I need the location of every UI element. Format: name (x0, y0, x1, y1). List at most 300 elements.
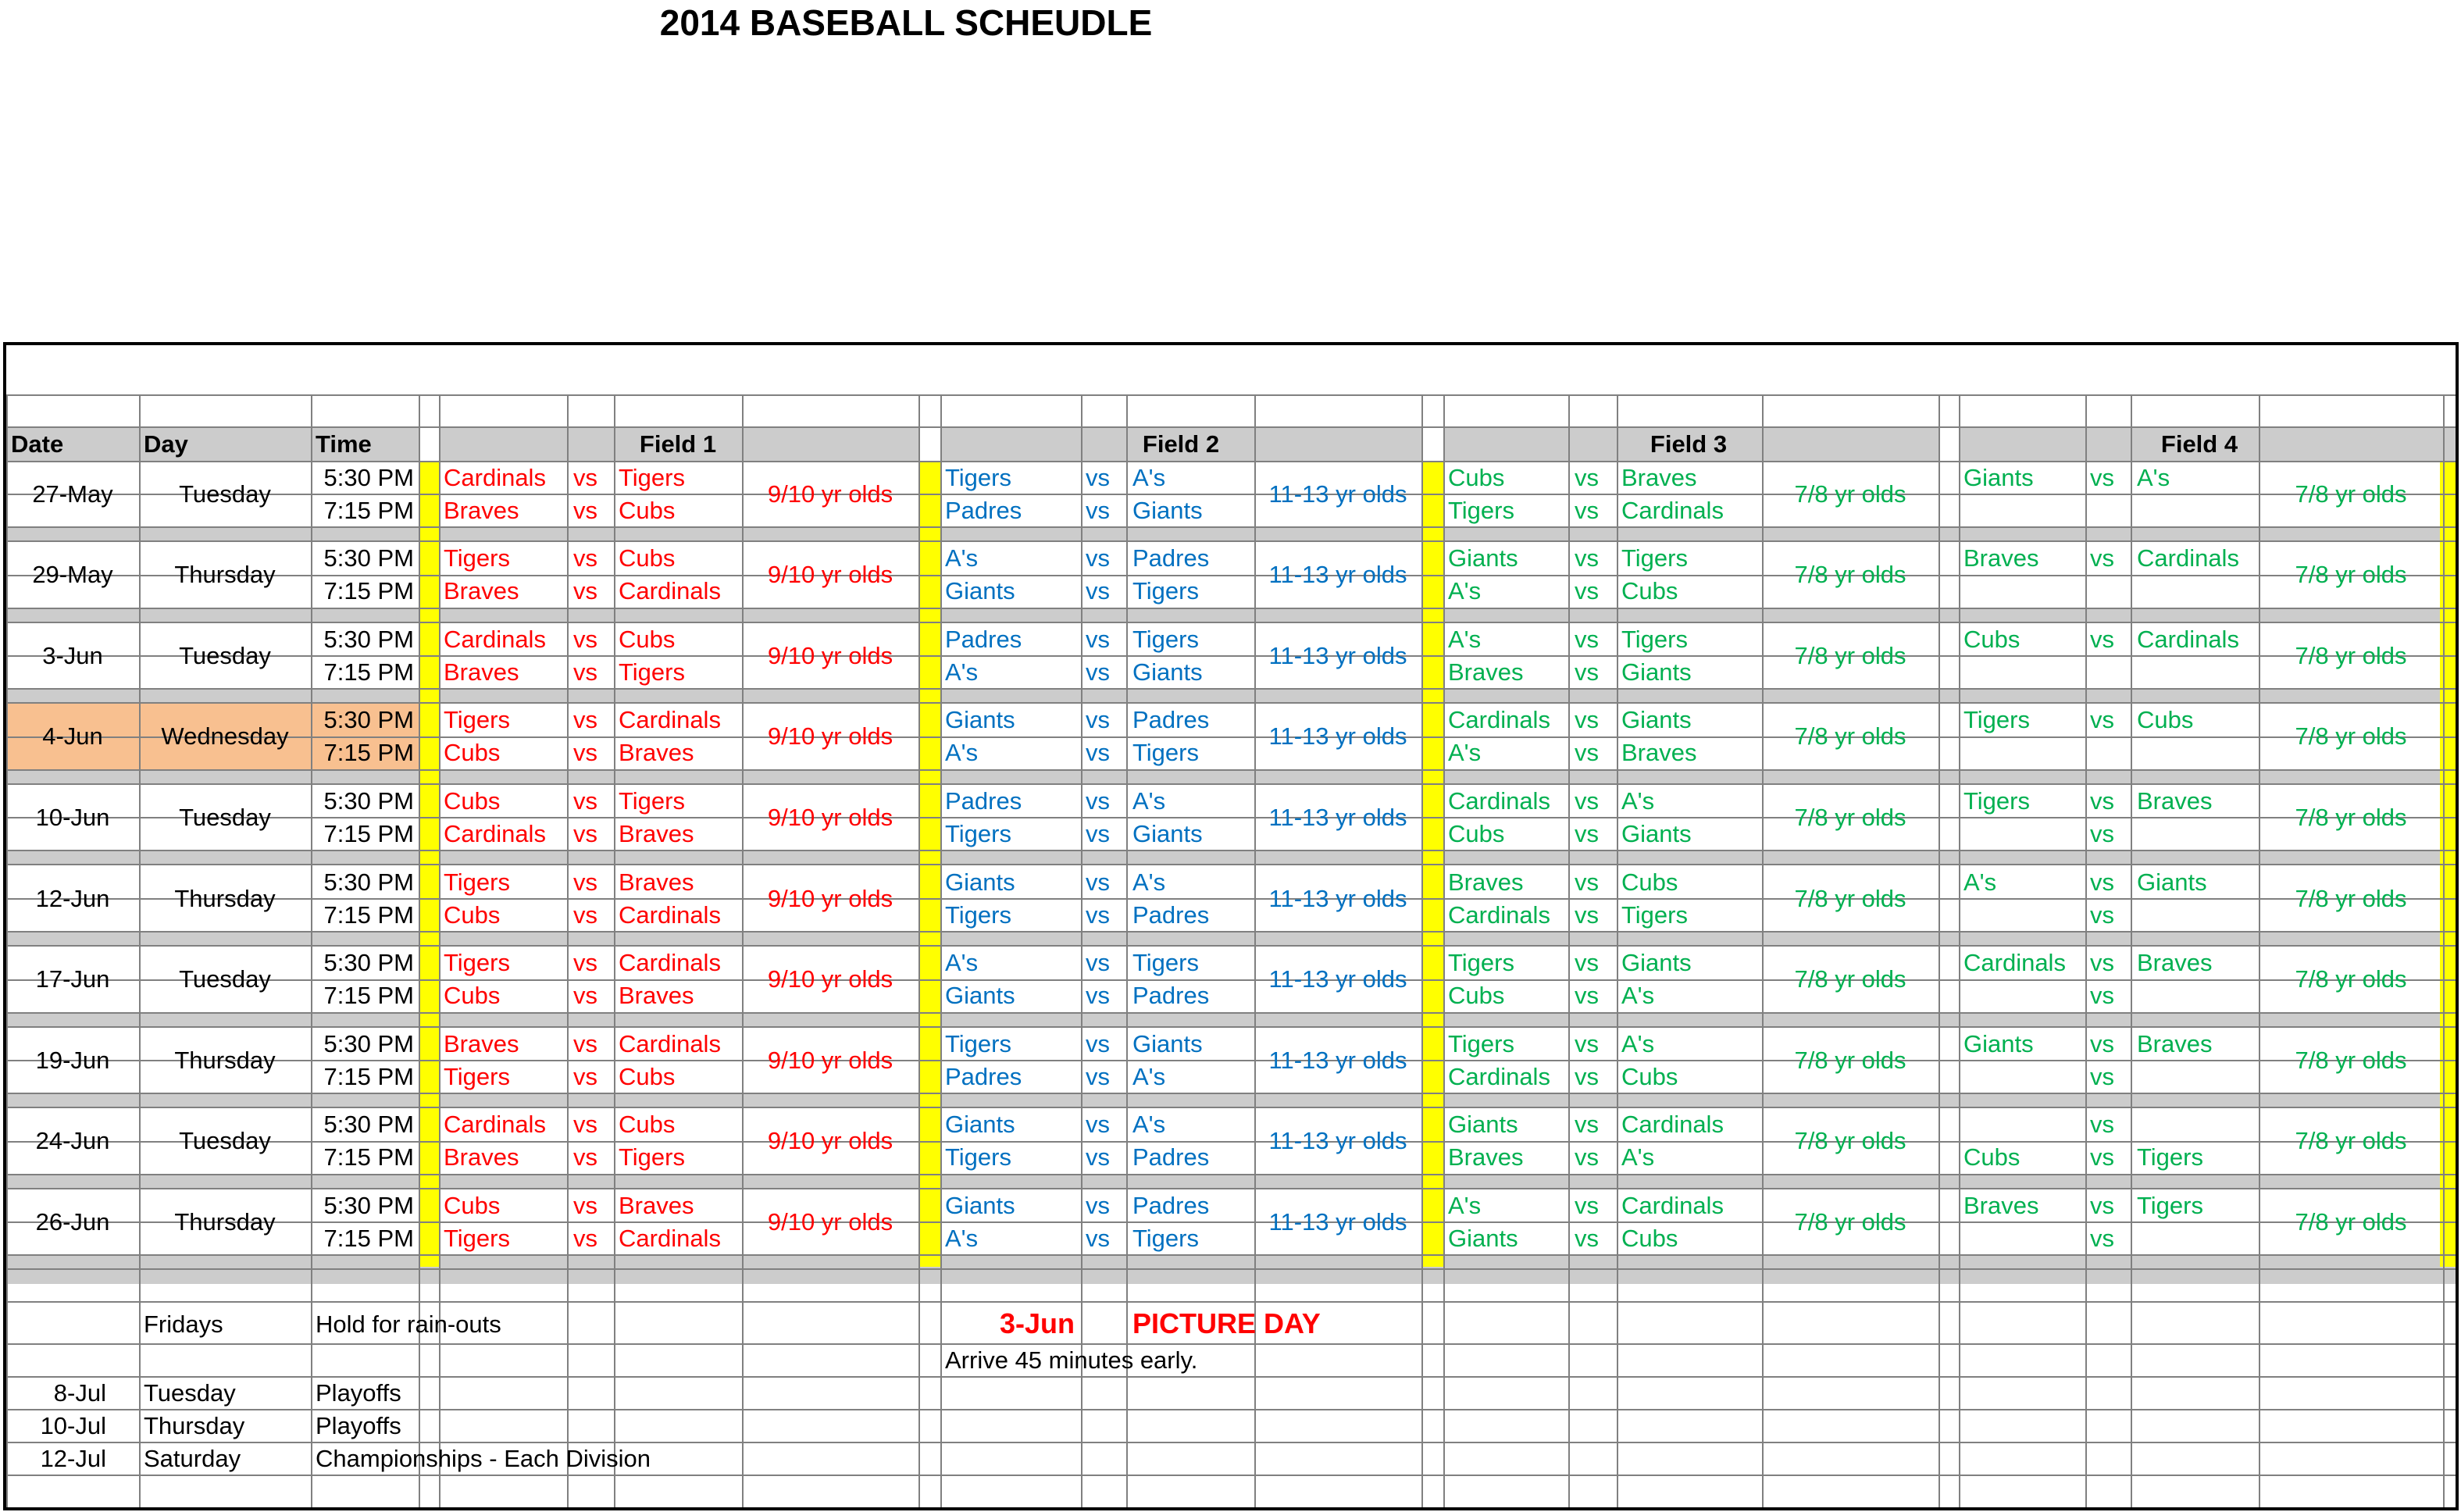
game-time: 5:30 PM (323, 625, 414, 653)
team-home: Padres (945, 1062, 1022, 1090)
game-date: 12-Jun (35, 884, 110, 912)
fridays-note: Hold for rain-outs (316, 1310, 501, 1338)
team-away: Cubs (619, 496, 676, 524)
division-label: 7/8 yr olds (2295, 480, 2407, 508)
team-home: Cardinals (444, 463, 546, 491)
team-home: Giants (945, 577, 1015, 605)
header-day: Day (144, 430, 188, 458)
vs-label: vs (2090, 1191, 2114, 1219)
game-day: Thursday (174, 1046, 276, 1074)
team-home: Tigers (444, 949, 510, 977)
vs-label: vs (1086, 1224, 1110, 1252)
game-time: 5:30 PM (323, 1029, 414, 1057)
team-home: A's (1448, 577, 1482, 605)
division-label: 9/10 yr olds (767, 884, 893, 912)
division-label: 7/8 yr olds (2295, 884, 2407, 912)
team-away: Cardinals (1621, 1111, 1724, 1139)
team-away: A's (2137, 463, 2170, 491)
extra-event: Playoffs (316, 1411, 401, 1439)
team-home: Giants (945, 868, 1015, 896)
team-home: Cubs (444, 786, 501, 815)
team-away: Cardinals (1621, 496, 1724, 524)
team-home: Tigers (1448, 1029, 1514, 1057)
vs-label: vs (1575, 577, 1599, 605)
team-home: Tigers (444, 868, 510, 896)
team-home: Braves (444, 1029, 519, 1057)
vs-label: vs (1575, 786, 1599, 815)
vs-label: vs (1086, 577, 1110, 605)
team-home: Cubs (1963, 1143, 2021, 1171)
vs-label: vs (1575, 1111, 1599, 1139)
division-label: 9/10 yr olds (767, 561, 893, 589)
team-away: Padres (1132, 706, 1210, 734)
team-away: Cubs (619, 1062, 676, 1090)
vs-label: vs (2090, 982, 2114, 1010)
vs-label: vs (1575, 1143, 1599, 1171)
vs-label: vs (1086, 1191, 1110, 1219)
vs-label: vs (2090, 900, 2114, 929)
team-home: Cardinals (1448, 1062, 1550, 1090)
team-away: Tigers (1132, 1224, 1199, 1252)
picture-date: 3-Jun (999, 1307, 1075, 1339)
team-away: Braves (619, 868, 694, 896)
vs-label: vs (2090, 544, 2114, 572)
vs-label: vs (1575, 739, 1599, 767)
vs-label: vs (1086, 949, 1110, 977)
team-away: Tigers (1621, 900, 1688, 929)
team-home: Braves (1448, 1143, 1524, 1171)
division-label: 7/8 yr olds (2295, 561, 2407, 589)
vs-label: vs (573, 786, 597, 815)
vs-label: vs (2090, 819, 2114, 847)
division-label: 7/8 yr olds (1794, 480, 1906, 508)
vs-label: vs (1086, 544, 1110, 572)
team-home: Braves (444, 577, 519, 605)
vs-label: vs (573, 1111, 597, 1139)
division-label: 7/8 yr olds (1794, 1207, 1906, 1236)
division-label: 9/10 yr olds (767, 722, 893, 751)
team-away: Giants (1132, 496, 1203, 524)
team-away: Braves (619, 982, 694, 1010)
team-home: Cardinals (1448, 900, 1550, 929)
team-home: Giants (1448, 544, 1518, 572)
team-home: Giants (945, 1111, 1015, 1139)
team-home: Tigers (444, 544, 510, 572)
division-label: 7/8 yr olds (2295, 965, 2407, 993)
vs-label: vs (573, 982, 597, 1010)
team-away: Tigers (619, 463, 685, 491)
team-home: Braves (444, 658, 519, 686)
game-date: 24-Jun (35, 1127, 110, 1155)
vs-label: vs (1086, 463, 1110, 491)
division-label: 9/10 yr olds (767, 641, 893, 669)
team-home: Padres (945, 625, 1022, 653)
division-label: 7/8 yr olds (1794, 1127, 1906, 1155)
extra-day: Tuesday (144, 1378, 236, 1407)
vs-label: vs (573, 900, 597, 929)
team-away: Cardinals (619, 949, 721, 977)
team-home: Cubs (444, 900, 501, 929)
vs-label: vs (573, 819, 597, 847)
vs-label: vs (1086, 739, 1110, 767)
game-time: 5:30 PM (323, 786, 414, 815)
team-home: Giants (945, 982, 1015, 1010)
game-time: 5:30 PM (323, 706, 414, 734)
team-home: A's (1963, 868, 1997, 896)
team-away: Cubs (1621, 868, 1678, 896)
team-home: Braves (444, 1143, 519, 1171)
vs-label: vs (1575, 1191, 1599, 1219)
extra-day: Saturday (144, 1444, 241, 1472)
team-home: Cubs (1448, 982, 1505, 1010)
division-label: 9/10 yr olds (767, 1046, 893, 1074)
header-field-4: Field 4 (2160, 430, 2238, 458)
team-away: Tigers (1621, 544, 1688, 572)
game-time: 5:30 PM (323, 544, 414, 572)
game-time: 7:15 PM (323, 739, 414, 767)
header-field-2: Field 2 (1142, 430, 1220, 458)
team-home: Tigers (945, 819, 1011, 847)
team-away: Tigers (1621, 625, 1688, 653)
vs-label: vs (1575, 900, 1599, 929)
team-home: Cubs (1448, 819, 1505, 847)
division-label: 7/8 yr olds (2295, 1127, 2407, 1155)
team-home: Braves (1448, 658, 1524, 686)
extra-date: 12-Jul (40, 1444, 106, 1472)
team-away: Tigers (2137, 1143, 2203, 1171)
team-home: Cubs (1963, 625, 2021, 653)
team-away: Giants (1132, 658, 1203, 686)
team-away: Padres (1132, 544, 1210, 572)
team-away: Cardinals (1621, 1191, 1724, 1219)
picture-label: PICTURE DAY (1132, 1307, 1321, 1339)
vs-label: vs (1086, 1111, 1110, 1139)
vs-label: vs (1086, 1062, 1110, 1090)
vs-label: vs (1086, 868, 1110, 896)
team-home: A's (945, 658, 979, 686)
team-away: Tigers (619, 658, 685, 686)
vs-label: vs (2090, 1143, 2114, 1171)
game-time: 7:15 PM (323, 658, 414, 686)
extra-date: 8-Jul (53, 1378, 106, 1407)
division-label: 7/8 yr olds (1794, 884, 1906, 912)
division-label: 7/8 yr olds (2295, 722, 2407, 751)
vs-label: vs (1575, 706, 1599, 734)
team-away: Tigers (619, 786, 685, 815)
division-label: 9/10 yr olds (767, 965, 893, 993)
team-away: Cardinals (619, 706, 721, 734)
team-away: Cubs (619, 544, 676, 572)
team-home: Giants (1448, 1224, 1518, 1252)
team-away: Cubs (1621, 1062, 1678, 1090)
division-label: 7/8 yr olds (2295, 1046, 2407, 1074)
game-day: Thursday (174, 561, 276, 589)
division-label: 9/10 yr olds (767, 480, 893, 508)
division-label: 9/10 yr olds (767, 803, 893, 831)
team-away: A's (1621, 1029, 1655, 1057)
game-date: 19-Jun (35, 1046, 110, 1074)
team-home: Tigers (1963, 786, 2030, 815)
game-time: 7:15 PM (323, 1224, 414, 1252)
extra-event: Playoffs (316, 1378, 401, 1407)
team-away: Cubs (619, 625, 676, 653)
vs-label: vs (573, 739, 597, 767)
header-field-3: Field 3 (1650, 430, 1728, 458)
vs-label: vs (1575, 868, 1599, 896)
team-away: Tigers (1132, 625, 1199, 653)
vs-label: vs (1575, 1062, 1599, 1090)
division-label: 11-13 yr olds (1268, 641, 1407, 669)
division-label: 7/8 yr olds (2295, 803, 2407, 831)
team-away: Braves (2137, 1029, 2213, 1057)
vs-label: vs (2090, 949, 2114, 977)
team-away: Braves (1621, 463, 1697, 491)
page-title: 2014 BASEBALL SCHEUDLE (659, 2, 1153, 43)
team-home: Tigers (945, 463, 1011, 491)
vs-label: vs (573, 1062, 597, 1090)
team-away: A's (1621, 1143, 1655, 1171)
division-label: 9/10 yr olds (767, 1207, 893, 1236)
vs-label: vs (573, 463, 597, 491)
game-day: Wednesday (161, 722, 289, 751)
vs-label: vs (1086, 819, 1110, 847)
team-away: Tigers (1132, 577, 1199, 605)
vs-label: vs (2090, 1029, 2114, 1057)
vs-label: vs (2090, 786, 2114, 815)
game-time: 5:30 PM (323, 868, 414, 896)
team-away: Padres (1132, 1143, 1210, 1171)
game-time: 7:15 PM (323, 577, 414, 605)
game-time: 5:30 PM (323, 1191, 414, 1219)
extra-date: 10-Jul (40, 1411, 106, 1439)
team-away: Giants (1132, 819, 1203, 847)
team-home: A's (1448, 739, 1482, 767)
vs-label: vs (1575, 496, 1599, 524)
header-time: Time (316, 430, 372, 458)
team-away: A's (1621, 786, 1655, 815)
team-home: Cubs (444, 982, 501, 1010)
vs-label: vs (2090, 625, 2114, 653)
vs-label: vs (573, 949, 597, 977)
division-label: 11-13 yr olds (1268, 803, 1407, 831)
game-day: Tuesday (179, 803, 271, 831)
game-day: Tuesday (179, 480, 271, 508)
vs-label: vs (1086, 658, 1110, 686)
game-time: 5:30 PM (323, 1111, 414, 1139)
team-home: Tigers (1448, 496, 1514, 524)
team-away: Braves (619, 1191, 694, 1219)
vs-label: vs (1086, 625, 1110, 653)
division-label: 11-13 yr olds (1268, 965, 1407, 993)
team-away: Padres (1132, 982, 1210, 1010)
team-away: Padres (1132, 900, 1210, 929)
team-away: A's (1132, 868, 1166, 896)
team-home: Braves (1963, 544, 2039, 572)
team-away: Giants (1132, 1029, 1203, 1057)
vs-label: vs (1575, 625, 1599, 653)
team-away: Tigers (2137, 1191, 2203, 1219)
team-away: A's (1621, 982, 1655, 1010)
game-date: 27-May (32, 480, 113, 508)
team-home: Cardinals (1448, 786, 1550, 815)
team-home: Cardinals (1448, 706, 1550, 734)
team-away: Braves (2137, 949, 2213, 977)
vs-label: vs (1086, 1029, 1110, 1057)
vs-label: vs (1575, 1224, 1599, 1252)
team-home: Tigers (444, 706, 510, 734)
team-home: Cardinals (1963, 949, 2066, 977)
vs-label: vs (1575, 1029, 1599, 1057)
team-home: Giants (1448, 1111, 1518, 1139)
vs-label: vs (573, 1029, 597, 1057)
team-home: Cardinals (444, 1111, 546, 1139)
game-day: Tuesday (179, 641, 271, 669)
team-home: Padres (945, 786, 1022, 815)
team-away: Cardinals (2137, 625, 2239, 653)
team-away: Cardinals (619, 1224, 721, 1252)
team-home: Tigers (1448, 949, 1514, 977)
team-away: Giants (1621, 949, 1692, 977)
team-home: Tigers (945, 1143, 1011, 1171)
division-label: 11-13 yr olds (1268, 480, 1407, 508)
game-day: Thursday (174, 1207, 276, 1236)
team-away: Braves (619, 819, 694, 847)
team-home: A's (1448, 1191, 1482, 1219)
team-home: Cubs (444, 1191, 501, 1219)
team-away: Braves (619, 739, 694, 767)
division-label: 7/8 yr olds (1794, 722, 1906, 751)
division-label: 7/8 yr olds (1794, 641, 1906, 669)
header-date: Date (11, 430, 64, 458)
extra-event: Championships - Each Division (316, 1444, 651, 1472)
vs-label: vs (2090, 1224, 2114, 1252)
team-home: A's (945, 949, 979, 977)
team-home: A's (945, 544, 979, 572)
team-away: Cubs (619, 1111, 676, 1139)
vs-label: vs (573, 625, 597, 653)
team-away: A's (1132, 463, 1166, 491)
game-time: 7:15 PM (323, 1143, 414, 1171)
vs-label: vs (2090, 463, 2114, 491)
vs-label: vs (1575, 982, 1599, 1010)
team-away: Padres (1132, 1191, 1210, 1219)
team-away: A's (1132, 1111, 1166, 1139)
game-time: 7:15 PM (323, 900, 414, 929)
team-home: Giants (945, 1191, 1015, 1219)
game-date: 4-Jun (42, 722, 103, 751)
game-time: 7:15 PM (323, 982, 414, 1010)
team-away: Giants (1621, 706, 1692, 734)
vs-label: vs (1086, 786, 1110, 815)
vs-label: vs (1575, 658, 1599, 686)
division-label: 11-13 yr olds (1268, 722, 1407, 751)
vs-label: vs (573, 868, 597, 896)
team-away: Braves (1621, 739, 1697, 767)
game-time: 5:30 PM (323, 463, 414, 491)
vs-label: vs (573, 706, 597, 734)
team-home: Braves (444, 496, 519, 524)
header-field-1: Field 1 (639, 430, 717, 458)
game-date: 29-May (32, 561, 113, 589)
vs-label: vs (573, 1191, 597, 1219)
team-away: Cardinals (619, 900, 721, 929)
vs-label: vs (1575, 463, 1599, 491)
game-date: 26-Jun (35, 1207, 110, 1236)
team-away: Giants (1621, 819, 1692, 847)
team-away: Cubs (1621, 1224, 1678, 1252)
division-label: 11-13 yr olds (1268, 884, 1407, 912)
vs-label: vs (573, 658, 597, 686)
team-home: Tigers (444, 1224, 510, 1252)
team-away: Tigers (1132, 949, 1199, 977)
division-label: 7/8 yr olds (1794, 1046, 1906, 1074)
team-home: Giants (1963, 1029, 2034, 1057)
vs-label: vs (2090, 706, 2114, 734)
game-time: 5:30 PM (323, 949, 414, 977)
team-home: A's (1448, 625, 1482, 653)
vs-label: vs (2090, 1062, 2114, 1090)
vs-label: vs (1086, 982, 1110, 1010)
fridays-label: Fridays (144, 1310, 223, 1338)
division-label: 7/8 yr olds (2295, 641, 2407, 669)
team-away: Cardinals (619, 577, 721, 605)
division-label: 11-13 yr olds (1268, 1207, 1407, 1236)
extra-day: Thursday (144, 1411, 245, 1439)
team-home: Braves (1448, 868, 1524, 896)
team-home: Tigers (945, 1029, 1011, 1057)
division-label: 9/10 yr olds (767, 1127, 893, 1155)
vs-label: vs (1575, 949, 1599, 977)
game-time: 7:15 PM (323, 1062, 414, 1090)
division-label: 11-13 yr olds (1268, 1127, 1407, 1155)
team-home: Braves (1963, 1191, 2039, 1219)
vs-label: vs (1575, 819, 1599, 847)
game-date: 17-Jun (35, 965, 110, 993)
team-home: Tigers (444, 1062, 510, 1090)
team-away: Giants (2137, 868, 2207, 896)
game-time: 7:15 PM (323, 819, 414, 847)
team-home: Cardinals (444, 625, 546, 653)
team-home: A's (945, 1224, 979, 1252)
team-home: Cardinals (444, 819, 546, 847)
team-home: Giants (945, 706, 1015, 734)
vs-label: vs (1086, 706, 1110, 734)
vs-label: vs (1575, 544, 1599, 572)
division-label: 7/8 yr olds (1794, 561, 1906, 589)
team-home: Tigers (945, 900, 1011, 929)
vs-label: vs (573, 1224, 597, 1252)
vs-label: vs (1086, 1143, 1110, 1171)
picture-note: Arrive 45 minutes early. (945, 1346, 1198, 1374)
vs-label: vs (573, 1143, 597, 1171)
game-date: 10-Jun (35, 803, 110, 831)
vs-label: vs (2090, 868, 2114, 896)
team-away: A's (1132, 786, 1166, 815)
team-away: Giants (1621, 658, 1692, 686)
team-home: Cubs (1448, 463, 1505, 491)
team-away: Cardinals (619, 1029, 721, 1057)
game-date: 3-Jun (42, 641, 103, 669)
team-away: Tigers (619, 1143, 685, 1171)
team-home: A's (945, 739, 979, 767)
game-time: 7:15 PM (323, 496, 414, 524)
team-away: Cubs (2137, 706, 2194, 734)
team-home: Giants (1963, 463, 2034, 491)
team-home: Cubs (444, 739, 501, 767)
team-away: Cardinals (2137, 544, 2239, 572)
division-label: 11-13 yr olds (1268, 1046, 1407, 1074)
vs-label: vs (2090, 1111, 2114, 1139)
